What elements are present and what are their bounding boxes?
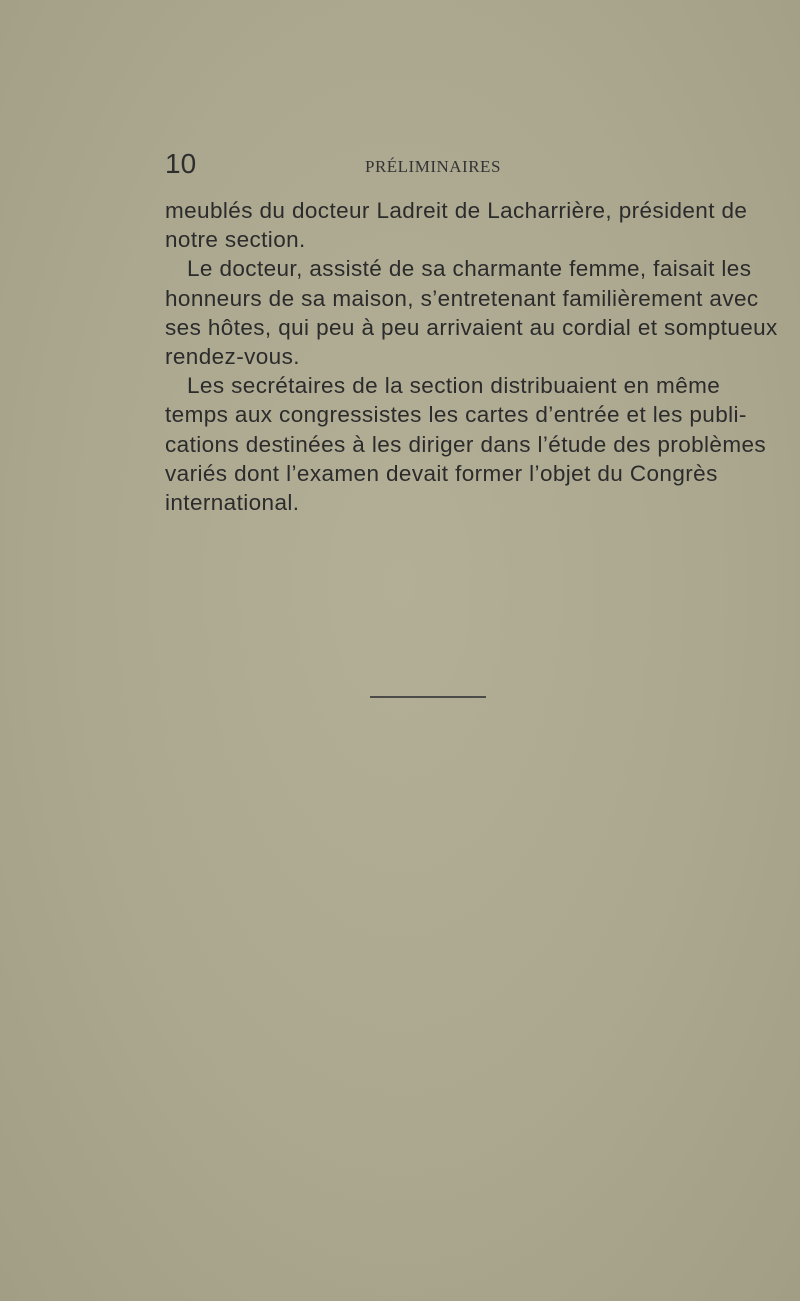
text-line: variés dont l’examen devait former l’objet du Congrès: [165, 460, 718, 486]
text-line: temps aux congressistes les cartes d’entrée et les publi-: [165, 402, 747, 428]
running-head: [165, 148, 695, 184]
text-line: international.: [165, 490, 300, 516]
text-line: Les secrétaires de la section distribuaient en même: [187, 373, 721, 399]
page-number: 10: [165, 148, 197, 179]
text-line: notre section.: [165, 227, 306, 253]
text-line: cations destinées à les diriger dans l’étude des problèmes: [165, 431, 767, 457]
text-line: honneurs de sa maison, s’entretenant familièrement avec: [165, 285, 759, 311]
text-line: meublés du docteur Ladreit de Lacharrière, président de: [165, 198, 748, 223]
body-text: [165, 196, 778, 517]
text-line: ses hôtes, qui peu à peu arrivaient au cordial et somptueux: [165, 314, 778, 340]
section-end-rule: [370, 696, 486, 698]
running-title: PRÉLIMINAIRES: [365, 157, 501, 176]
text-line: Le docteur, assisté de sa charmante femme, faisait les: [187, 256, 752, 282]
text-line: rendez-vous.: [165, 344, 300, 370]
